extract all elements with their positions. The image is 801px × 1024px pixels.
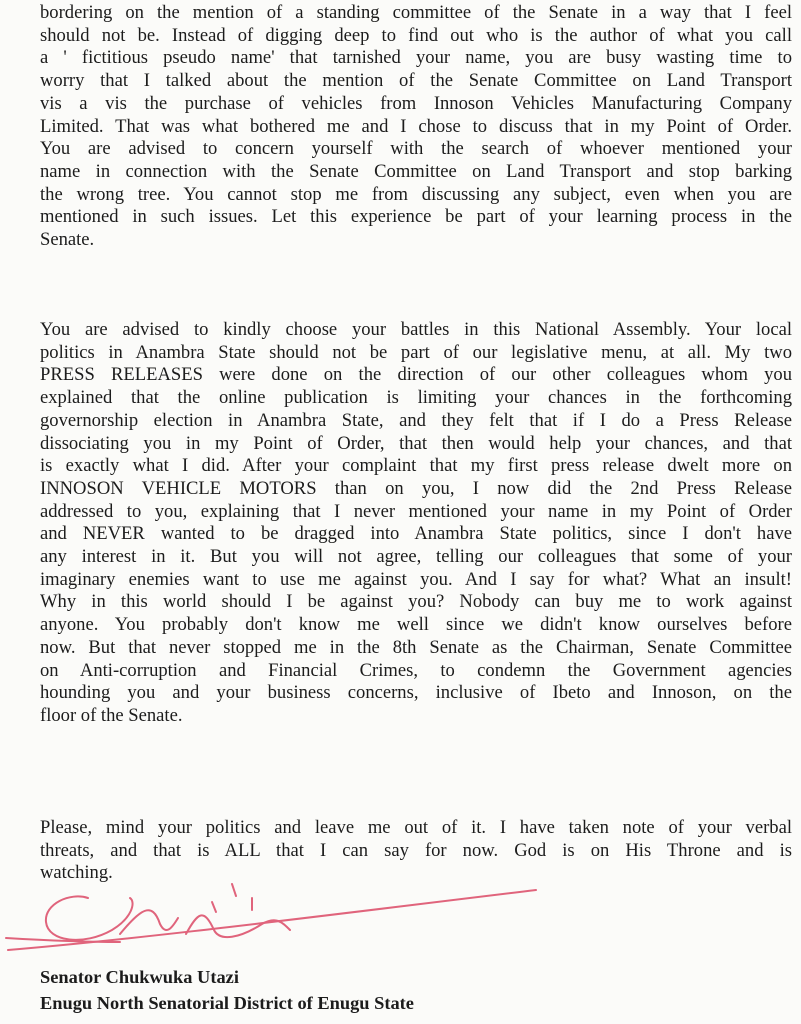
- text-line: hounding you and your business concerns, inclusive of Ibeto and Innoson, on the: [40, 682, 792, 704]
- text-line: vis a vis the purchase of vehicles from Innoson Vehicles Manufacturing Company: [40, 92, 792, 114]
- text-line: the wrong tree. You cannot stop me from discussing any subject, even when you are: [40, 183, 792, 205]
- text-line: You are advised to concern yourself with the search of whoever mentioned your: [40, 138, 792, 160]
- text-line: PRESS RELEASES were done on the direction of our other colleagues whom you: [40, 364, 792, 386]
- signatory-block: [40, 964, 414, 1016]
- text-line: should not be. Instead of digging deep to find out who is the author of what you call: [40, 24, 792, 46]
- text-line: You are advised to kindly choose your battles in this National Assembly. Your local: [40, 319, 792, 340]
- text-line: dissociating you in my Point of Order, that then would help your chances, and that: [40, 432, 792, 454]
- text-line: floor of the Senate.: [40, 704, 183, 726]
- letter-paragraph-2: [40, 319, 792, 728]
- text-line: and NEVER wanted to be dragged into Anambra State politics, since I don't have: [40, 523, 792, 545]
- letter-paragraph-1: [40, 2, 792, 252]
- text-line: governorship election in Anambra State, and they felt that if I do a Press Release: [40, 409, 792, 431]
- handwritten-signature: [0, 872, 801, 962]
- text-line: INNOSON VEHICLE MOTORS than on you, I now did the 2nd Press Release: [40, 477, 792, 499]
- text-line: a ' fictitious pseudo name' that tarnished your name, you are busy wasting time to: [40, 47, 792, 69]
- text-line: any interest in it. But you will not agree, telling our colleagues that some of your: [40, 546, 792, 568]
- text-line: name in connection with the Senate Committee on Land Transport and stop barking: [40, 160, 792, 182]
- signatory-name: Senator Chukwuka Utazi: [40, 967, 239, 987]
- text-line: is exactly what I did. After your complaint that my first press release dwelt more on: [40, 455, 792, 477]
- text-line: watching.: [40, 862, 113, 884]
- text-line: politics in Anambra State should not be part of our legislative menu, at all. My two: [40, 341, 792, 363]
- text-line: Why in this world should I be against you? Nobody can buy me to work against: [40, 591, 792, 613]
- text-line: threats, and that is ALL that I can say for now. God is on His Throne and is: [40, 839, 792, 861]
- text-line: on Anti-corruption and Financial Crimes, to condemn the Government agencies: [40, 659, 792, 681]
- text-line: imaginary enemies want to use me against you. And I say for what? What an insult!: [40, 568, 792, 590]
- text-line: Senate.: [40, 229, 95, 251]
- text-line: worry that I talked about the mention of the Senate Committee on Land Transport: [40, 70, 792, 92]
- text-line: bordering on the mention of a standing committee of the Senate in a way that I feel: [40, 2, 792, 23]
- text-line: Please, mind your politics and leave me out of it. I have taken note of your verbal: [40, 817, 792, 838]
- text-line: now. But that never stopped me in the 8th Senate as the Chairman, Senate Committee: [40, 636, 792, 658]
- text-line: mentioned in such issues. Let this experience be part of your learning process in the: [40, 206, 792, 228]
- text-line: Limited. That was what bothered me and I chose to discuss that in my Point of Order.: [40, 115, 792, 137]
- letter-page: [40, 0, 792, 1024]
- text-line: explained that the online publication is limiting your chances in the forthcoming: [40, 387, 792, 409]
- signatory-title: Enugu North Senatorial District of Enugu State: [40, 993, 414, 1013]
- text-line: anyone. You probably don't know me well since we didn't know ourselves before: [40, 614, 792, 636]
- text-line: addressed to you, explaining that I never mentioned your name in my Point of Order: [40, 500, 792, 522]
